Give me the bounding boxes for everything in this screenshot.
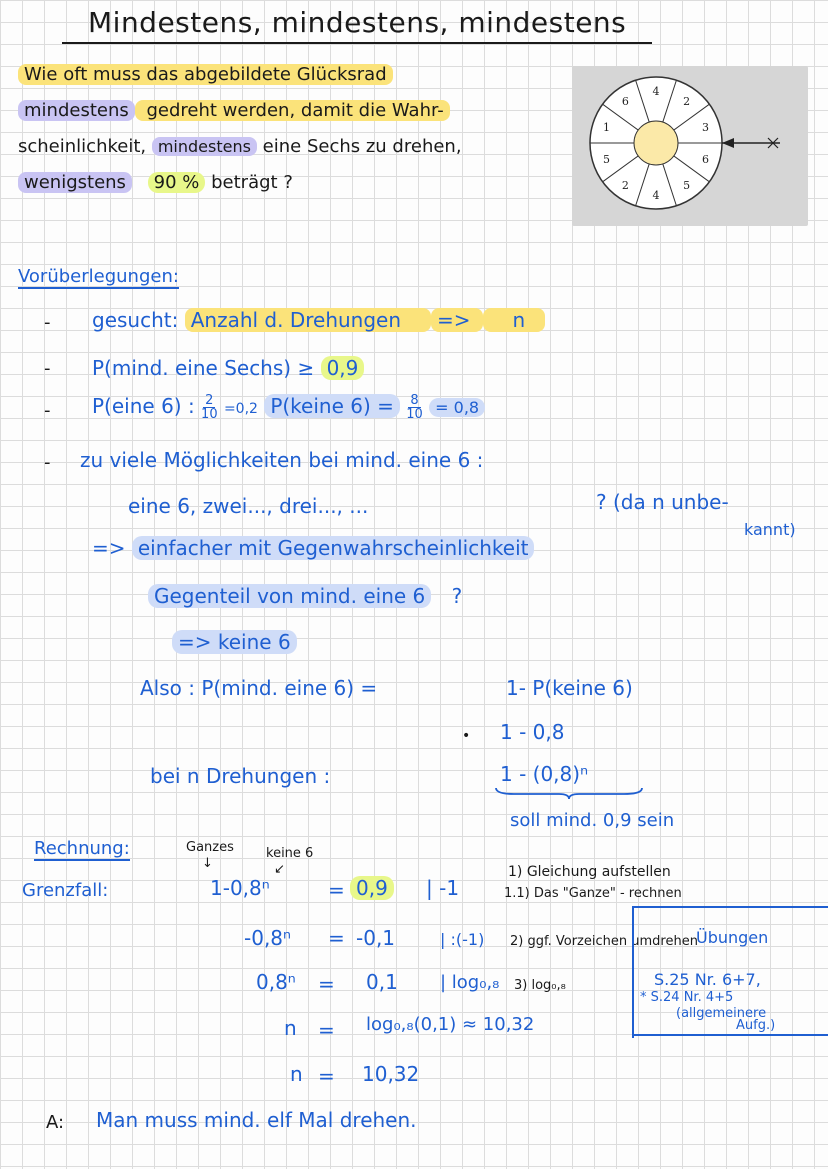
eq-row-4-eq: = [318, 1018, 335, 1042]
item-probability-value: 0,9 [321, 356, 365, 380]
eq-row-1-rhs [350, 876, 394, 900]
eq-row-2-eq: = [328, 926, 345, 950]
line-bei-n-drehungen: bei n Drehungen : [150, 764, 331, 788]
uebungen-box-bottom [632, 1034, 828, 1036]
eq-row-1-eq: = [328, 878, 345, 902]
wheel-number: 1 [603, 120, 611, 134]
dash-3: - [44, 400, 51, 421]
title-underline [62, 42, 652, 44]
section-heading-rechnung: Rechnung: [34, 838, 130, 859]
item-gesucht-var: n [483, 308, 546, 332]
intro-line-3 [18, 136, 462, 157]
uebungen-line-3: (allgemeinere [676, 1006, 767, 1021]
highlight-gegenteil: Gegenteil von mind. eine 6 [148, 584, 431, 608]
gegenteil-question-mark: ? [451, 584, 463, 608]
eq-row-3-op: | log₀,₈ [440, 972, 500, 993]
wheel-number: 6 [621, 94, 629, 108]
note-n-unknown-2: kannt) [744, 520, 796, 539]
line-counter-probability [92, 536, 534, 560]
wheel-number: 2 [683, 94, 691, 108]
item-gesucht-label: gesucht: [92, 308, 179, 332]
intro-line-4 [18, 172, 293, 193]
line-also2-dot: • [462, 728, 471, 744]
wheel-picture [572, 66, 808, 226]
step-1: 1) Gleichung aufstellen [508, 864, 671, 880]
eq-row-1-lhs: 1-0,8ⁿ [210, 876, 270, 900]
arrow-implies-1: => [92, 536, 126, 560]
line-keine-6 [172, 630, 297, 654]
arrow-down-keine-icon: ↙ [274, 862, 285, 877]
item-possibilities: eine 6, zwei..., drei..., ... [128, 494, 369, 518]
line-also-rhs: 1- P(keine 6) [506, 676, 633, 700]
wheel-number: 2 [621, 179, 629, 193]
uebungen-line-4: Aufg.) [736, 1018, 776, 1033]
item-p-keine-6-result: = 0,8 [429, 398, 485, 417]
intro-highlight-wenigstens: wenigstens [18, 172, 132, 193]
eq-row-5-lhs: n [290, 1062, 303, 1086]
label-grenzfall: Grenzfall: [22, 880, 109, 901]
eq-row-1-rhs-highlight: 0,9 [350, 876, 394, 900]
item-probability-requirement-text: P(mind. eine Sechs) ≥ [92, 356, 315, 380]
dash-4: - [44, 452, 51, 473]
item-gesucht [92, 308, 545, 332]
answer-text: Man muss mind. elf Mal drehen. [96, 1108, 417, 1132]
fraction-2-10: $\frac{2}{10}$ [201, 393, 218, 422]
line-also2-rhs: 1 - 0,8 [500, 720, 565, 744]
intro-percent: 90 % [148, 172, 206, 193]
eq-row-5-rhs: 10,32 [362, 1062, 420, 1086]
intro-line-3-pre: scheinlichkeit, [18, 136, 152, 157]
wheel-number: 4 [652, 189, 660, 202]
note-n-unknown: ? (da n unbe- [596, 490, 729, 514]
wheel-number: 3 [701, 120, 709, 134]
wheel-number: 5 [603, 153, 611, 167]
intro-line-1-text: Wie oft muss das abgebildete Glücksrad [18, 64, 393, 85]
wheel-number: 5 [683, 179, 691, 193]
eq-row-3-rhs: 0,1 [366, 970, 398, 994]
dash-2: - [44, 358, 51, 379]
uebungen-line-1: S.25 Nr. 6+7, [654, 970, 761, 989]
section-heading-vorueberlegungen: Vorüberlegungen: [18, 266, 179, 287]
highlight-counter-probability: einfacher mit Gegenwahrscheinlichkeit [132, 536, 535, 560]
wheel-pointer-arrow-icon [722, 138, 734, 148]
intro-highlight-mindestens-1: mindestens [18, 100, 135, 121]
arrow-down-ganzes-icon: ↓ [202, 856, 213, 871]
eq-row-3-lhs: 0,8ⁿ [256, 970, 296, 994]
step-2: 2) ggf. Vorzeichen umdrehen [510, 934, 698, 949]
wheel-number: 4 [652, 85, 660, 98]
wheel-svg [572, 66, 808, 226]
item-too-many: zu viele Möglichkeiten bei mind. eine 6 : [80, 448, 484, 472]
eq-row-5-eq: = [318, 1064, 335, 1088]
item-p-eine-6: P(eine 6) : [92, 394, 195, 418]
item-p-eine-6-result: =0,2 [223, 401, 258, 417]
step-3: 3) log₀,₈ [514, 978, 566, 993]
item-gesucht-arrow: => [431, 308, 483, 332]
brace-under-formula [494, 786, 644, 800]
highlight-keine-6: => keine 6 [172, 630, 297, 654]
item-probabilities [92, 394, 485, 421]
wheel-hub [634, 121, 678, 165]
eq-row-3-eq: = [318, 972, 335, 996]
label-keine-6: keine 6 [266, 846, 314, 861]
line-bei-n-formula: 1 - (0,8)ⁿ [500, 762, 589, 786]
eq-row-4-rhs: log₀,₈(0,1) ≈ 10,32 [366, 1014, 535, 1035]
item-gesucht-highlight: Anzahl d. Drehungen [185, 308, 431, 332]
intro-line-4-rest: beträgt ? [205, 172, 293, 193]
intro-line-3-rest: eine Sechs zu drehen, [256, 136, 462, 157]
line-also-lhs: Also : P(mind. eine 6) = [140, 676, 378, 700]
intro-line-2 [18, 100, 450, 121]
eq-row-2-op: | :(-1) [440, 930, 485, 949]
line-gegenteil [148, 584, 462, 608]
eq-row-2-rhs: -0,1 [356, 926, 396, 950]
uebungen-line-2: * S.24 Nr. 4+5 [640, 990, 734, 1005]
intro-line-1 [18, 64, 393, 85]
note-soll-mind: soll mind. 0,9 sein [510, 810, 675, 831]
label-ganzes: Ganzes [186, 840, 234, 855]
item-probability-requirement [92, 356, 364, 380]
step-1-1: 1.1) Das "Ganze" - rechnen [504, 886, 682, 901]
item-p-keine-6: P(keine 6) = [264, 394, 400, 418]
eq-row-1-op: | -1 [426, 876, 460, 900]
intro-highlight-mindestens-2: mindestens [152, 137, 257, 156]
dash-1: - [44, 312, 51, 333]
eq-row-2-lhs: -0,8ⁿ [244, 926, 291, 950]
eq-row-4-lhs: n [284, 1016, 297, 1040]
page-title: Mindestens, mindestens, mindestens [88, 6, 627, 39]
fraction-8-10: $\frac{8}{10}$ [406, 393, 423, 422]
wheel-number: 6 [701, 153, 709, 167]
intro-line-2-text: gedreht werden, damit die Wahr- [135, 100, 450, 121]
uebungen-title: Übungen [696, 928, 769, 947]
answer-label: A: [46, 1112, 65, 1133]
